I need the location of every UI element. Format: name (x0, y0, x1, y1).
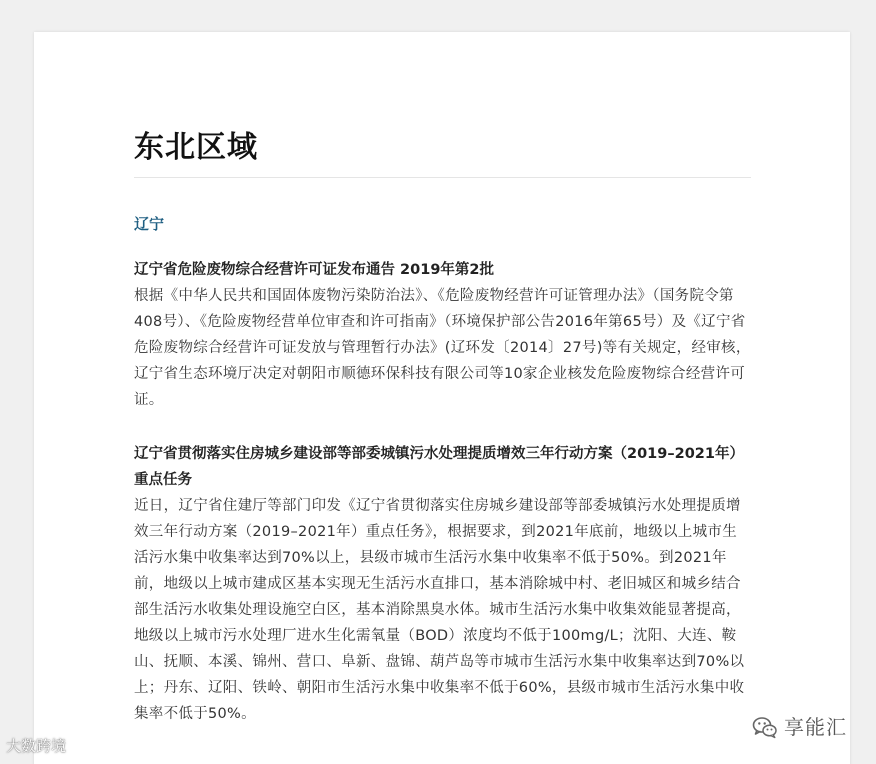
watermark-left: 大数跨境 (6, 737, 67, 755)
watermark-right (752, 712, 847, 742)
title-divider (134, 177, 751, 178)
wechat-icon (752, 714, 778, 740)
article (134, 441, 751, 727)
article-body: 根据《中华人民共和国固体废物污染防治法》、《危险废物经营许可证管理办法》（国务院令第408号）、《危险废物经营单位审查和许可指南》（环境保护部公告2016年第65号）及《辽宁省危险废物综合经营许可证发放与管理暂行办法》(辽环发〔2014〕27号)等有关规定，经审核，辽宁省生态环境厅决定对朝阳市顺德环保科技有限公司等10家企业核发危险废物综合经营许可证。 (134, 288, 751, 408)
page-title: 东北区域 (134, 130, 258, 165)
article-body: 近日，辽宁省住建厅等部门印发《辽宁省贯彻落实住房城乡建设部等部委城镇污水处理提质增效三年行动方案（2019–2021年）重点任务》，根据要求，到2021年底前，地级以上城市生活污水集中收集率达到70%以上，县级市城市生活污水集中收集率不低于50%。到2021年前，地级以上城市建成区基本实现无生活污水直排口，基本消除城中村、老旧城区和城乡结合部生活污水收集处理设施空白区，基本消除黑臭水体。城市生活污水集中收集效能显著提高，地级以上城市污水处理厂进水生化需氧量（BOD）浓度均不低于100mg/L；沈阳、大连、鞍山、抚顺、本溪、锦州、营口、阜新、盘锦、葫芦岛等市城市生活污水集中收集率达到70%以上；丹东、辽阳、铁岭、朝阳市生活污水集中收集率不低于60%，县级市城市生活污水集中收集率不低于50%。 (134, 498, 745, 722)
document-card (34, 32, 850, 764)
article-title: 辽宁省贯彻落实住房城乡建设部等部委城镇污水处理提质增效三年行动方案（2019–2021年）重点任务 (134, 446, 744, 488)
section-heading: 辽宁 (134, 215, 165, 233)
article-title: 辽宁省危险废物综合经营许可证发布通告 2019年第2批 (134, 262, 494, 278)
watermark-right-text: 享能汇 (784, 715, 847, 739)
article (134, 257, 751, 413)
